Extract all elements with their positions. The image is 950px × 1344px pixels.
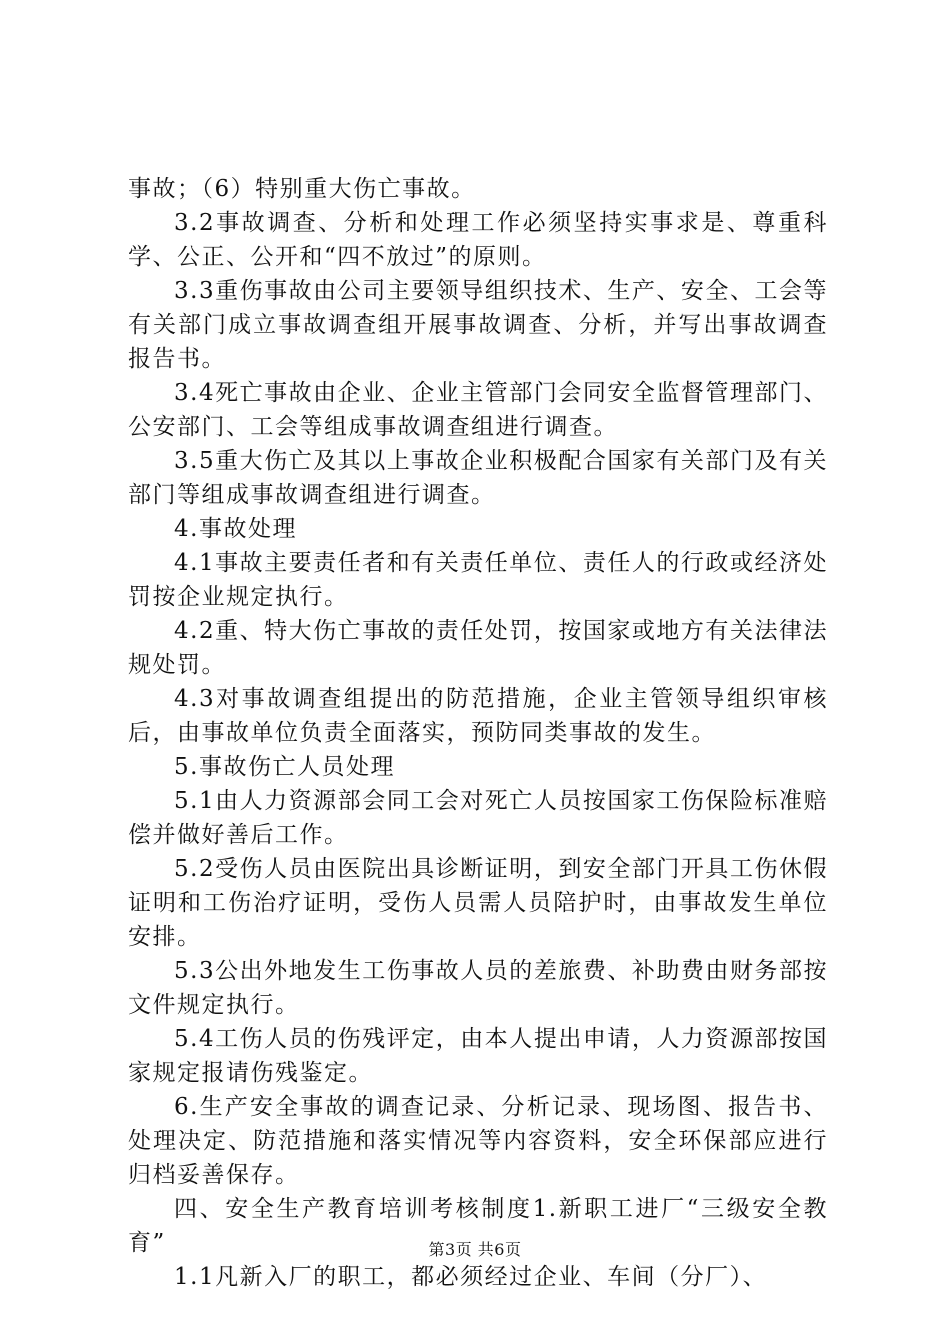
paragraph-17: 1.1凡新入厂的职工，都必须经过企业、车间（分厂）、: [174, 1264, 768, 1290]
document-body: [128, 172, 828, 1294]
paragraph-1: 事故；（6）特别重大伤亡事故。: [128, 176, 476, 202]
paragraph-8: 4.2重、特大伤亡事故的责任处罚，按国家或地方有关法律法规处罚。: [128, 618, 828, 678]
paragraph-14: 5.4工伤人员的伤残评定，由本人提出申请，人力资源部按国家规定报请伤残鉴定。: [128, 1026, 828, 1086]
paragraph-13: 5.3公出外地发生工伤事故人员的差旅费、补助费由财务部按文件规定执行。: [128, 958, 828, 1018]
paragraph-16: 四、安全生产教育培训考核制度1.新职工进厂“三级安全教育”: [128, 1196, 828, 1256]
paragraph-15: 6.生产安全事故的调查记录、分析记录、现场图、报告书、处理决定、防范措施和落实情况等内容资料，安全环保部应进行归档妥善保存。: [128, 1094, 828, 1188]
paragraph-11: 5.1由人力资源部会同工会对死亡人员按国家工伤保险标准赔偿并做好善后工作。: [128, 788, 828, 848]
section-heading-casualty-handling: 5.事故伤亡人员处理: [174, 754, 395, 780]
paragraph-2: 3.2事故调查、分析和处理工作必须坚持实事求是、尊重科学、公正、公开和“四不放过”的原则。: [128, 210, 828, 270]
paragraph-4: 3.4死亡事故由企业、企业主管部门会同安全监督管理部门、公安部门、工会等组成事故调查组进行调查。: [128, 380, 828, 440]
paragraph-5: 3.5重大伤亡及其以上事故企业积极配合国家有关部门及有关部门等组成事故调查组进行调查。: [128, 448, 828, 508]
section-heading-accident-handling: 4.事故处理: [174, 516, 297, 542]
paragraph-7: 4.1事故主要责任者和有关责任单位、责任人的行政或经济处罚按企业规定执行。: [128, 550, 828, 610]
paragraph-12: 5.2受伤人员由医院出具诊断证明，到安全部门开具工伤休假证明和工伤治疗证明，受伤人员需人员陪护时，由事故发生单位安排。: [128, 856, 828, 950]
paragraph-9: 4.3对事故调查组提出的防范措施，企业主管领导组织审核后，由事故单位负责全面落实，预防同类事故的发生。: [128, 686, 828, 746]
page-number-footer: 第3页 共6页: [428, 1240, 522, 1259]
paragraph-3: 3.3重伤事故由公司主要领导组织技术、生产、安全、工会等有关部门成立事故调查组开展事故调查、分析，并写出事故调查报告书。: [128, 278, 828, 372]
